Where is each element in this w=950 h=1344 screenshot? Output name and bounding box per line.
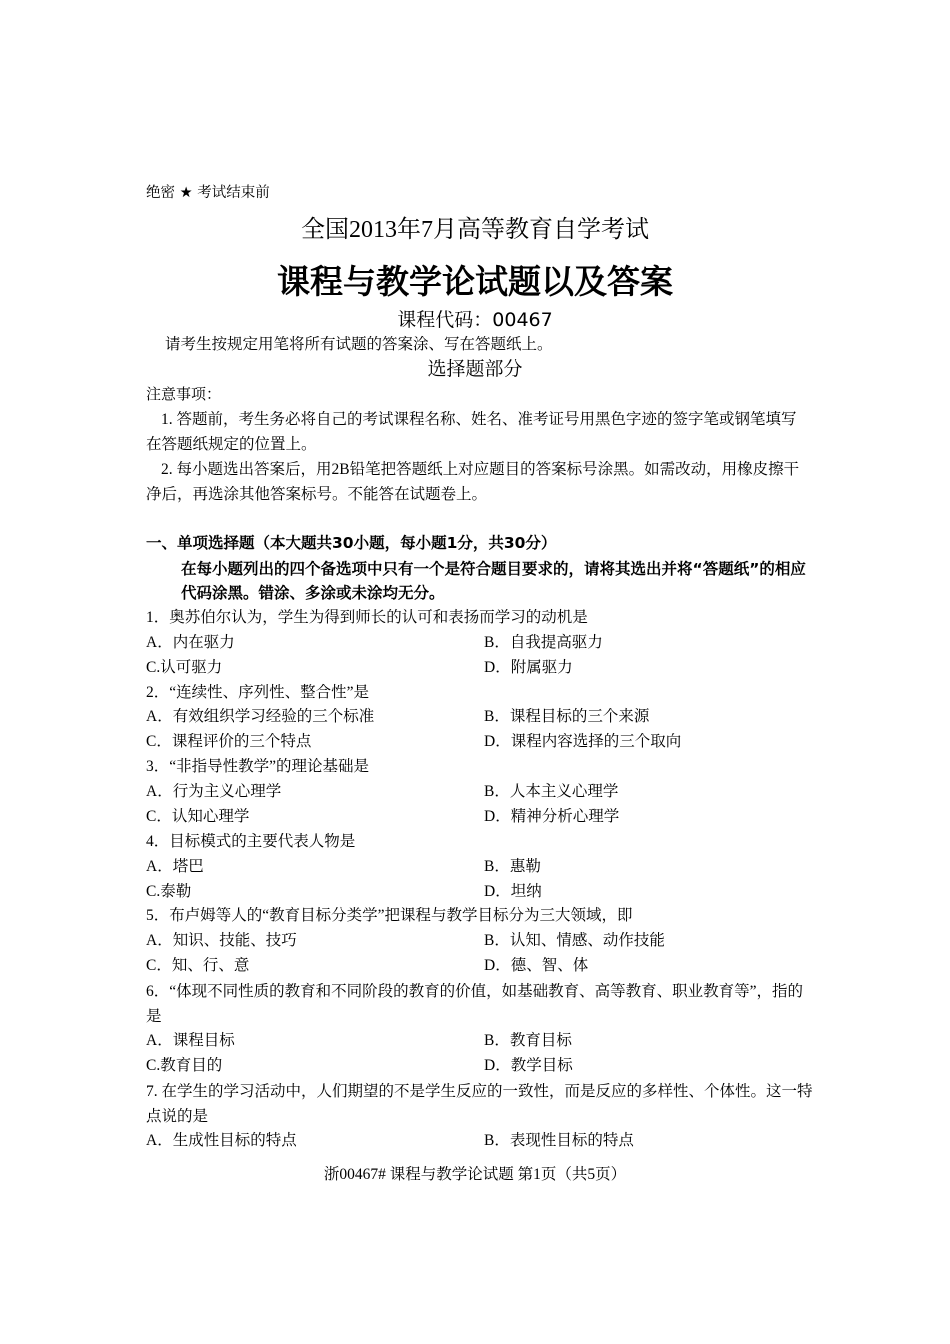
section-label: 选择题部分	[427, 358, 523, 380]
question-2-option-c: C．课程评价的三个特点	[146, 733, 312, 750]
question-4-option-c: C.泰勒	[146, 883, 192, 900]
notes-title: 注意事项：	[146, 385, 222, 403]
question-1-option-b: B．自我提高驱力	[484, 634, 603, 651]
question-7-stem: 7. 在学生的学习活动中，人们期望的不是学生反应的一致性，而是反应的多样性、个体性。这一特点说的是	[146, 1083, 813, 1125]
question-3-option-a: A．行为主义心理学	[146, 783, 282, 800]
question-3-option-c: C．认知心理学	[146, 808, 250, 825]
exam-title: 全国2013年7月高等教育自学考试	[301, 217, 649, 243]
question-7-option-a: A．生成性目标的特点	[146, 1132, 297, 1149]
question-4-option-b: B．惠勒	[484, 858, 541, 875]
question-6-option-b: B．教育目标	[484, 1032, 572, 1049]
question-1-stem: 1．奥苏伯尔认为，学生为得到师长的认可和表扬而学习的动机是	[146, 609, 588, 626]
part-description: 在每小题列出的四个备选项中只有一个是符合题目要求的，请将其选出并将“答题纸”的相应代码涂黑。错涂、多涂或未涂均无分。	[181, 560, 806, 602]
question-1-option-c: C.认可驱力	[146, 659, 223, 676]
question-5-option-a: A．知识、技能、技巧	[146, 932, 297, 949]
question-4-option-a: A．塔巴	[146, 858, 204, 875]
question-5-option-b: B．认知、情感、动作技能	[484, 932, 665, 949]
note-item-2: 2. 每小题选出答案后，用2B铅笔把答题纸上对应题目的答案标号涂黑。如需改动，用橡皮擦干净后，再选涂其他答案标号。不能答在试题卷上。	[146, 461, 800, 503]
question-3-stem: 3．“非指导性教学”的理论基础是	[146, 758, 370, 775]
secret-mark: 绝密 ★ 考试结束前	[146, 185, 270, 201]
question-2-option-b: B．课程目标的三个来源	[484, 708, 650, 725]
question-1-option-a: A．内在驱力	[146, 634, 235, 651]
question-5-option-d: D．德、智、体	[484, 957, 589, 974]
question-4-option-d: D．坦纳	[484, 883, 542, 900]
question-5-option-c: C．知、行、意	[146, 957, 250, 974]
course-code: 课程代码：00467	[397, 309, 553, 331]
question-6-option-d: D．教学目标	[484, 1057, 573, 1074]
question-3-option-d: D．精神分析心理学	[484, 808, 620, 825]
question-4-stem: 4．目标模式的主要代表人物是	[146, 833, 356, 850]
part-heading: 一、单项选择题（本大题共30小题，每小题1分，共30分）	[146, 534, 557, 552]
question-6-option-a: A．课程目标	[146, 1032, 235, 1049]
question-5-stem: 5．布卢姆等人的“教育目标分类学”把课程与教学目标分为三大领域，即	[146, 907, 633, 924]
question-2-stem: 2．“连续性、序列性、整合性”是	[146, 684, 370, 701]
question-7-option-b: B．表现性目标的特点	[484, 1132, 634, 1149]
question-3-option-b: B．人本主义心理学	[484, 783, 619, 800]
exam-instruction: 请考生按规定用笔将所有试题的答案涂、写在答题纸上。	[165, 335, 553, 353]
question-2-option-a: A．有效组织学习经验的三个标准	[146, 708, 375, 725]
question-1-option-d: D．附属驱力	[484, 659, 573, 676]
question-2-option-d: D．课程内容选择的三个取向	[484, 733, 682, 750]
question-6-stem: 6．“体现不同性质的教育和不同阶段的教育的价值，如基础教育、高等教育、职业教育等”，指的是	[146, 983, 804, 1025]
note-item-1: 1. 答题前，考生务必将自己的考试课程名称、姓名、准考证号用黑色字迹的签字笔或钢笔填写在答题纸规定的位置上。	[146, 411, 797, 453]
question-6-option-c: C.教育目的	[146, 1057, 223, 1074]
page-footer: 浙00467# 课程与教学论试题 第1页（共5页）	[323, 1166, 627, 1183]
main-title: 课程与教学论试题以及答案	[277, 262, 673, 301]
